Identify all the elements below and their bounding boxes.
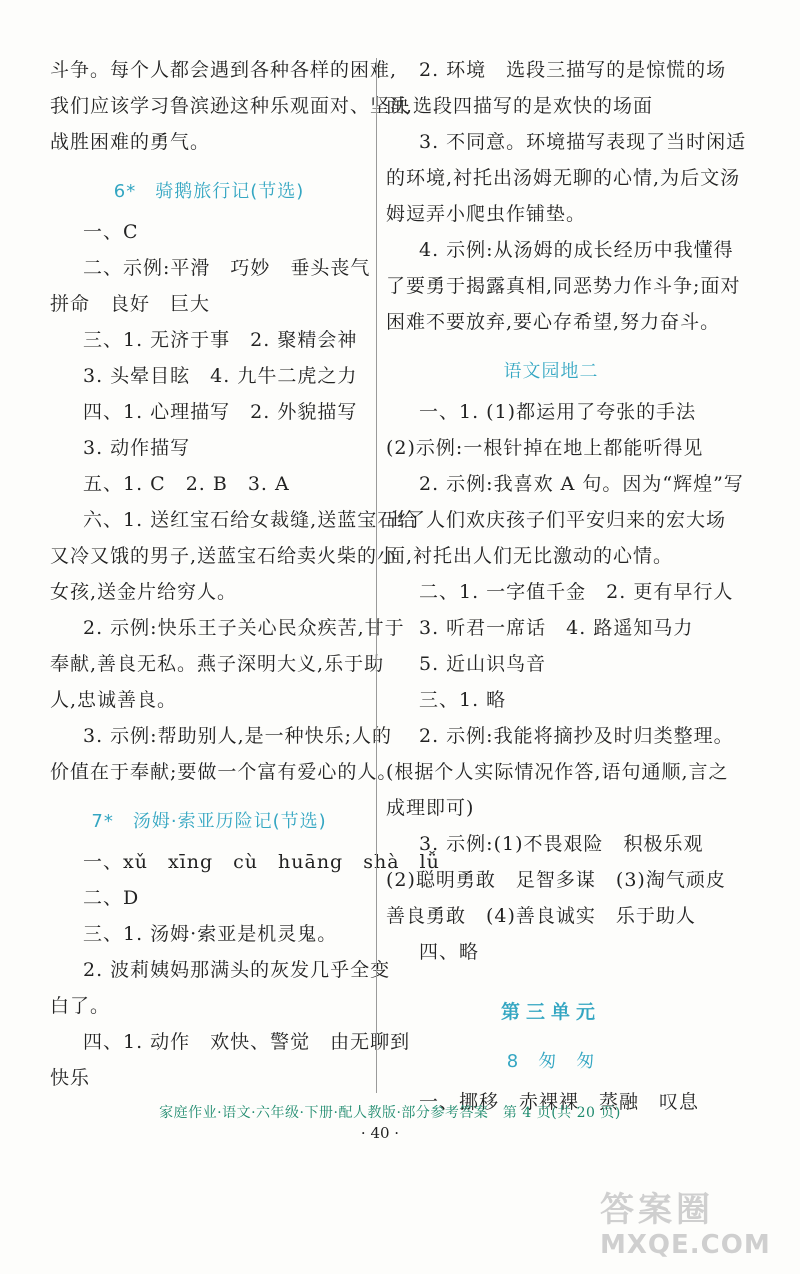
answer-line: 我们应该学习鲁滨逊这种乐观面对、坚决 (50, 95, 411, 117)
section-heading: 语文园地二 (503, 361, 599, 382)
right-column (386, 52, 747, 1120)
answer-line: 一、C (83, 221, 139, 243)
answer-line: 四、1. 动作 欢快、警觉 由无聊到 (83, 1031, 411, 1053)
section-heading: 6* 骑鹅旅行记(节选) (113, 181, 305, 202)
answer-line: 女孩,送金片给穷人。 (50, 581, 238, 603)
answer-line: 斗争。每个人都会遇到各种各样的困难, (50, 59, 398, 81)
unit-title: 第三单元 (500, 1001, 601, 1023)
answer-line: 三、1. 略 (419, 689, 507, 711)
answer-line: 困难不要放弃,要心存希望,努力奋斗。 (386, 311, 721, 333)
section-heading: 7* 汤姆·索亚历险记(节选) (91, 811, 327, 832)
answer-line: 4. 示例:从汤姆的成长经历中我懂得 (419, 239, 734, 261)
answer-line: 善良勇敢 (4)善良诚实 乐于助人 (386, 905, 696, 927)
answer-line: 2. 示例:我喜欢 A 句。因为“辉煌”写 (419, 473, 744, 495)
page-number: · 40 · (360, 1124, 400, 1142)
answer-line: 二、D (83, 887, 140, 909)
answer-line: 价值在于奉献;要做一个富有爱心的人。 (50, 761, 398, 783)
answer-line: 快乐 (50, 1067, 91, 1089)
answer-line: 的环境,衬托出汤姆无聊的心情,为后文汤 (386, 167, 741, 189)
answer-line: 成理即可) (386, 797, 475, 819)
answer-line: 2. 示例:快乐王子关心民众疾苦,甘于 (83, 617, 405, 639)
answer-line: 一、挪移 赤裸裸 蒸融 叹息 (419, 1091, 700, 1113)
page-footer: 家庭作业·语文·六年级·下册·配人教版·部分参考答案 第 4 页(共 20 页) (159, 1105, 621, 1121)
answer-line: 2. 环境 选段三描写的是惊慌的场 (419, 59, 727, 81)
answer-line: 二、1. 一字值千金 2. 更有早行人 (419, 581, 734, 603)
watermark (600, 1190, 790, 1270)
answer-line: 一、xǔ xīng cù huāng shà lǚ (83, 851, 440, 873)
answer-line: 四、1. 心理描写 2. 外貌描写 (83, 401, 358, 423)
column-divider (376, 58, 377, 1093)
answer-line: 六、1. 送红宝石给女裁缝,送蓝宝石给 (83, 509, 418, 531)
answer-line: 3. 听君一席话 4. 路遥知马力 (419, 617, 694, 639)
answer-line: 奉献,善良无私。燕子深明大义,乐于助 (50, 653, 385, 675)
answer-line: 3. 动作描写 (83, 437, 191, 459)
answer-line: 面,选段四描写的是欢快的场面 (386, 95, 654, 117)
answer-line: (2)示例:一根针掉在地上都能听得见 (386, 437, 704, 459)
answer-line: 3. 示例:(1)不畏艰险 积极乐观 (419, 833, 704, 855)
answer-line: 二、示例:平滑 巧妙 垂头丧气 (83, 257, 371, 279)
answer-line: 一、1. (1)都运用了夸张的手法 (419, 401, 697, 423)
answer-line: 出了人们欢庆孩子们平安归来的宏大场 (386, 509, 727, 531)
answer-line: 四、略 (419, 941, 480, 963)
answer-line: (2)聪明勇敢 足智多谋 (3)淘气顽皮 (386, 869, 726, 891)
watermark-logo: 答案圈 (600, 1190, 714, 1230)
answer-line: 3. 不同意。环境描写表现了当时闲适 (419, 131, 747, 153)
watermark-url: MXQE.COM (600, 1230, 771, 1260)
answer-line: (根据个人实际情况作答,语句通顺,言之 (386, 761, 729, 783)
answer-line: 三、1. 汤姆·索亚是机灵鬼。 (83, 923, 338, 945)
answer-line: 白了。 (50, 995, 111, 1017)
answer-line: 2. 波莉姨妈那满头的灰发几乎全变 (83, 959, 391, 981)
answer-line: 又冷又饿的男子,送蓝宝石给卖火柴的小 (50, 545, 398, 567)
answer-line: 面,衬托出人们无比激动的心情。 (386, 545, 674, 567)
answer-line: 了要勇于揭露真相,同恶势力作斗争;面对 (386, 275, 741, 297)
answer-line: 拼命 良好 巨大 (50, 293, 211, 315)
section-heading: 8 匆 匆 (506, 1051, 596, 1072)
answer-line: 姆逗弄小爬虫作铺垫。 (386, 203, 587, 225)
answer-line: 三、1. 无济于事 2. 聚精会神 (83, 329, 358, 351)
answer-line: 2. 示例:我能将摘抄及时归类整理。 (419, 725, 734, 747)
answer-line: 五、1. C 2. B 3. A (83, 473, 290, 495)
answer-line: 5. 近山识鸟音 (419, 653, 547, 675)
answer-line: 3. 头晕目眩 4. 九牛二虎之力 (83, 365, 358, 387)
answer-line: 人,忠诚善良。 (50, 689, 178, 711)
answer-line: 战胜困难的勇气。 (50, 131, 211, 153)
answer-line: 3. 示例:帮助别人,是一种快乐;人的 (83, 725, 393, 747)
